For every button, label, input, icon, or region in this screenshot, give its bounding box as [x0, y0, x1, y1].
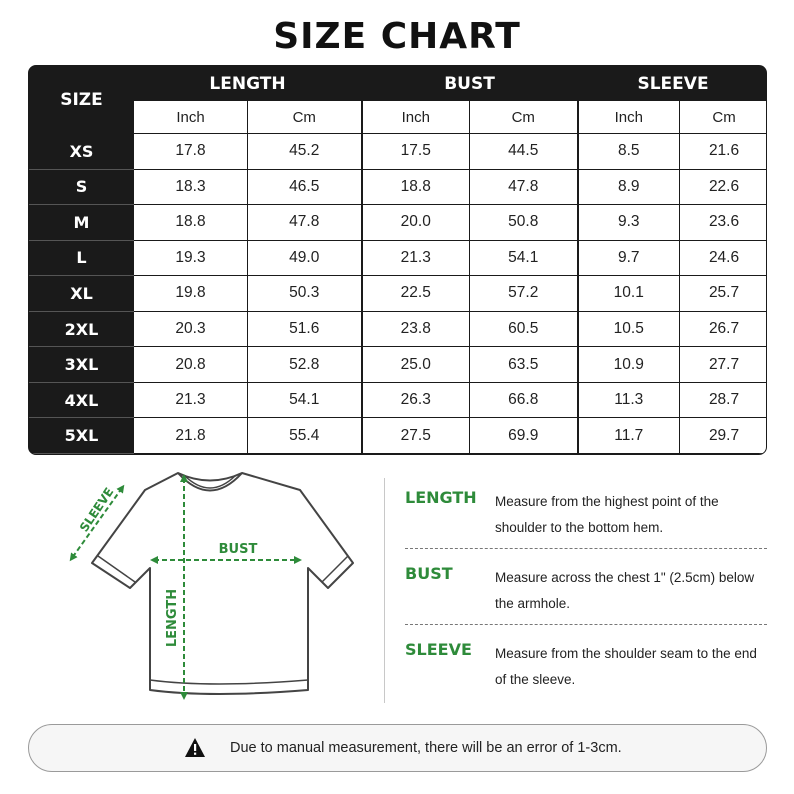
table-cell: 19.3	[134, 240, 248, 276]
page-title: SIZE CHART	[273, 16, 521, 57]
table-row	[30, 240, 768, 276]
table-cell: 25.0	[362, 347, 470, 383]
table-cell: 50.3	[248, 276, 362, 312]
table-cell: 17.5	[362, 134, 470, 170]
unit-header: Cm	[248, 101, 362, 134]
unit-header: Inch	[578, 101, 680, 134]
table-row	[30, 382, 768, 418]
table-cell: 55.4	[248, 418, 362, 454]
group-header-bust: BUST	[362, 67, 578, 101]
table-cell: 60.5	[470, 311, 578, 347]
table-cell: 28.7	[680, 382, 767, 418]
table-cell: 22.6	[680, 169, 767, 205]
unit-header: Inch	[134, 101, 248, 134]
table-cell: 21.6	[680, 134, 767, 170]
definition-text: Measure from the shoulder seam to the end of the sleeve.	[495, 646, 757, 687]
table-cell: 18.8	[134, 205, 248, 241]
table-cell: 20.0	[362, 205, 470, 241]
sleeve-diagram-label: SLEEVE	[76, 485, 117, 535]
table-cell: 20.3	[134, 311, 248, 347]
definition-separator	[405, 548, 767, 549]
table-cell: 27.7	[680, 347, 767, 383]
table-cell: 50.8	[470, 205, 578, 241]
warning-icon	[184, 737, 206, 759]
table-cell: 8.9	[578, 169, 680, 205]
size-column-header: SIZE	[30, 67, 134, 134]
size-label: XL	[30, 276, 134, 312]
section-divider	[384, 478, 385, 703]
table-cell: 22.5	[362, 276, 470, 312]
length-diagram-label: LENGTH	[165, 588, 180, 648]
table-cell: 19.8	[134, 276, 248, 312]
size-table	[29, 66, 767, 454]
table-cell: 20.8	[134, 347, 248, 383]
definition-name: BUST	[405, 564, 453, 583]
table-row	[30, 347, 768, 383]
definition-name: SLEEVE	[405, 640, 472, 659]
size-table-body	[30, 134, 768, 454]
table-cell: 54.1	[248, 382, 362, 418]
size-label: 2XL	[30, 311, 134, 347]
table-cell: 23.8	[362, 311, 470, 347]
unit-header: Inch	[362, 101, 470, 134]
table-cell: 63.5	[470, 347, 578, 383]
table-row	[30, 134, 768, 170]
table-cell: 49.0	[248, 240, 362, 276]
table-cell: 25.7	[680, 276, 767, 312]
definition-name: LENGTH	[405, 488, 477, 507]
table-cell: 29.7	[680, 418, 767, 454]
table-cell: 21.3	[362, 240, 470, 276]
definition-text: Measure from the highest point of the shoulder to the bottom hem.	[495, 494, 719, 535]
tshirt-outline-icon	[60, 468, 370, 708]
table-cell: 18.8	[362, 169, 470, 205]
table-cell: 47.8	[470, 169, 578, 205]
size-label: 4XL	[30, 382, 134, 418]
table-cell: 44.5	[470, 134, 578, 170]
definition-text: Measure across the chest 1" (2.5cm) below the armhole.	[495, 570, 755, 611]
table-cell: 23.6	[680, 205, 767, 241]
table-cell: 8.5	[578, 134, 680, 170]
table-cell: 26.3	[362, 382, 470, 418]
table-cell: 26.7	[680, 311, 767, 347]
notice-text: Due to manual measurement, there will be an error of 1-3cm.	[230, 740, 622, 756]
table-cell: 9.7	[578, 240, 680, 276]
table-cell: 45.2	[248, 134, 362, 170]
table-row	[30, 276, 768, 312]
table-row	[30, 418, 768, 454]
table-cell: 57.2	[470, 276, 578, 312]
definition-separator	[405, 624, 767, 625]
group-header-sleeve: SLEEVE	[578, 67, 767, 101]
table-cell: 11.7	[578, 418, 680, 454]
table-cell: 10.5	[578, 311, 680, 347]
table-row	[30, 169, 768, 205]
table-cell: 54.1	[470, 240, 578, 276]
size-label: M	[30, 205, 134, 241]
table-cell: 21.3	[134, 382, 248, 418]
unit-header: Cm	[680, 101, 767, 134]
bust-diagram-label: BUST	[218, 542, 258, 557]
table-cell: 69.9	[470, 418, 578, 454]
table-cell: 51.6	[248, 311, 362, 347]
table-cell: 18.3	[134, 169, 248, 205]
table-cell: 27.5	[362, 418, 470, 454]
size-label: S	[30, 169, 134, 205]
size-label: L	[30, 240, 134, 276]
table-cell: 9.3	[578, 205, 680, 241]
tshirt-diagram	[60, 468, 370, 708]
table-cell: 47.8	[248, 205, 362, 241]
tshirt-body-outline	[92, 473, 353, 694]
table-cell: 11.3	[578, 382, 680, 418]
table-cell: 66.8	[470, 382, 578, 418]
table-cell: 24.6	[680, 240, 767, 276]
table-row	[30, 311, 768, 347]
table-cell: 46.5	[248, 169, 362, 205]
size-label: 5XL	[30, 418, 134, 454]
table-cell: 10.9	[578, 347, 680, 383]
unit-header: Cm	[470, 101, 578, 134]
size-label: 3XL	[30, 347, 134, 383]
measurement-notice	[28, 724, 767, 772]
table-row	[30, 205, 768, 241]
size-table-container	[28, 65, 767, 455]
table-cell: 21.8	[134, 418, 248, 454]
table-cell: 10.1	[578, 276, 680, 312]
size-label: XS	[30, 134, 134, 170]
table-cell: 52.8	[248, 347, 362, 383]
group-header-length: LENGTH	[134, 67, 362, 101]
table-cell: 17.8	[134, 134, 248, 170]
